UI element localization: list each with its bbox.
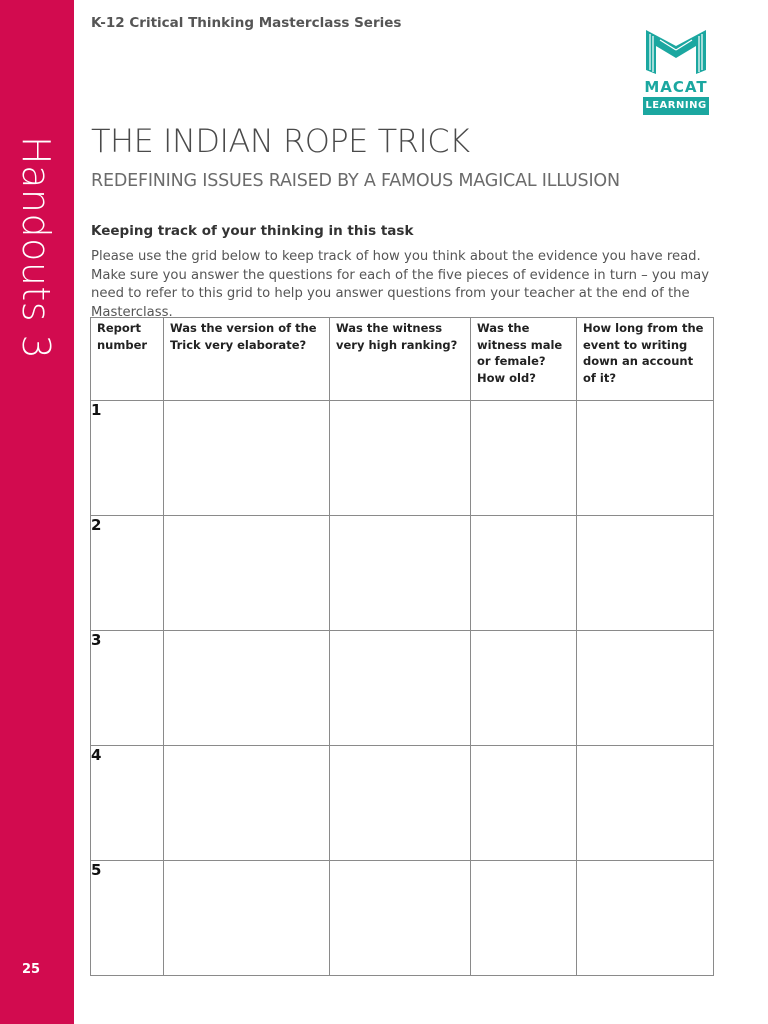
book-m-icon — [640, 26, 712, 78]
page-subtitle: REDEFINING ISSUES RAISED BY A FAMOUS MAGICAL ILLUSION — [91, 171, 620, 191]
report-number-cell — [91, 631, 164, 746]
header-elaborate: Was the version of the Trick very elaborate? — [164, 318, 330, 401]
answer-cell[interactable] — [164, 746, 330, 861]
table-header-row — [91, 318, 714, 401]
answer-cell[interactable] — [577, 861, 714, 976]
answer-cell[interactable] — [164, 516, 330, 631]
report-number-cell — [91, 746, 164, 861]
macat-logo — [640, 26, 712, 118]
answer-cell[interactable] — [330, 746, 471, 861]
report-number: 5 — [91, 861, 102, 879]
answer-cell[interactable] — [330, 861, 471, 976]
answer-cell[interactable] — [471, 861, 577, 976]
sidebar-title: Handouts 3 — [14, 136, 58, 360]
section-heading: Keeping track of your thinking in this task — [91, 223, 414, 239]
answer-cell[interactable] — [577, 516, 714, 631]
table-row — [91, 631, 714, 746]
answer-cell[interactable] — [471, 516, 577, 631]
answer-cell[interactable] — [164, 631, 330, 746]
table-row — [91, 401, 714, 516]
logo-word: MACAT — [644, 78, 708, 96]
answer-cell[interactable] — [330, 516, 471, 631]
logo-subtitle: LEARNING — [643, 97, 709, 115]
report-number: 2 — [91, 516, 102, 534]
answer-cell[interactable] — [577, 746, 714, 861]
answer-cell[interactable] — [577, 631, 714, 746]
page-number: 25 — [22, 962, 41, 977]
report-number-cell — [91, 401, 164, 516]
page-title: THE INDIAN ROPE TRICK — [91, 122, 470, 160]
answer-cell[interactable] — [330, 631, 471, 746]
answer-cell[interactable] — [577, 401, 714, 516]
header-high-ranking: Was the witness very high ranking? — [330, 318, 471, 401]
section-body: Please use the grid below to keep track of how you think about the evidence you have read. Make sure you answer the questions for each of the five pieces of evidence in turn – you may need to refer to this grid to help you answer questions from your teacher at the end of the Masterclass. — [91, 249, 710, 320]
table-row — [91, 516, 714, 631]
sidebar — [0, 0, 74, 1024]
evidence-grid — [90, 317, 714, 976]
answer-cell[interactable] — [471, 746, 577, 861]
header-report-number: Report number — [91, 318, 164, 401]
answer-cell[interactable] — [330, 401, 471, 516]
header-gender-age: Was the witness male or female? How old? — [471, 318, 577, 401]
header-time-to-account: How long from the event to writing down an account of it? — [577, 318, 714, 401]
report-number: 4 — [91, 746, 102, 764]
report-number: 1 — [91, 401, 102, 419]
answer-cell[interactable] — [471, 631, 577, 746]
answer-cell[interactable] — [164, 861, 330, 976]
table-row — [91, 746, 714, 861]
report-number-cell — [91, 861, 164, 976]
series-title: K-12 Critical Thinking Masterclass Series — [91, 15, 402, 31]
answer-cell[interactable] — [471, 401, 577, 516]
table-row — [91, 861, 714, 976]
report-number-cell — [91, 516, 164, 631]
answer-cell[interactable] — [164, 401, 330, 516]
report-number: 3 — [91, 631, 102, 649]
